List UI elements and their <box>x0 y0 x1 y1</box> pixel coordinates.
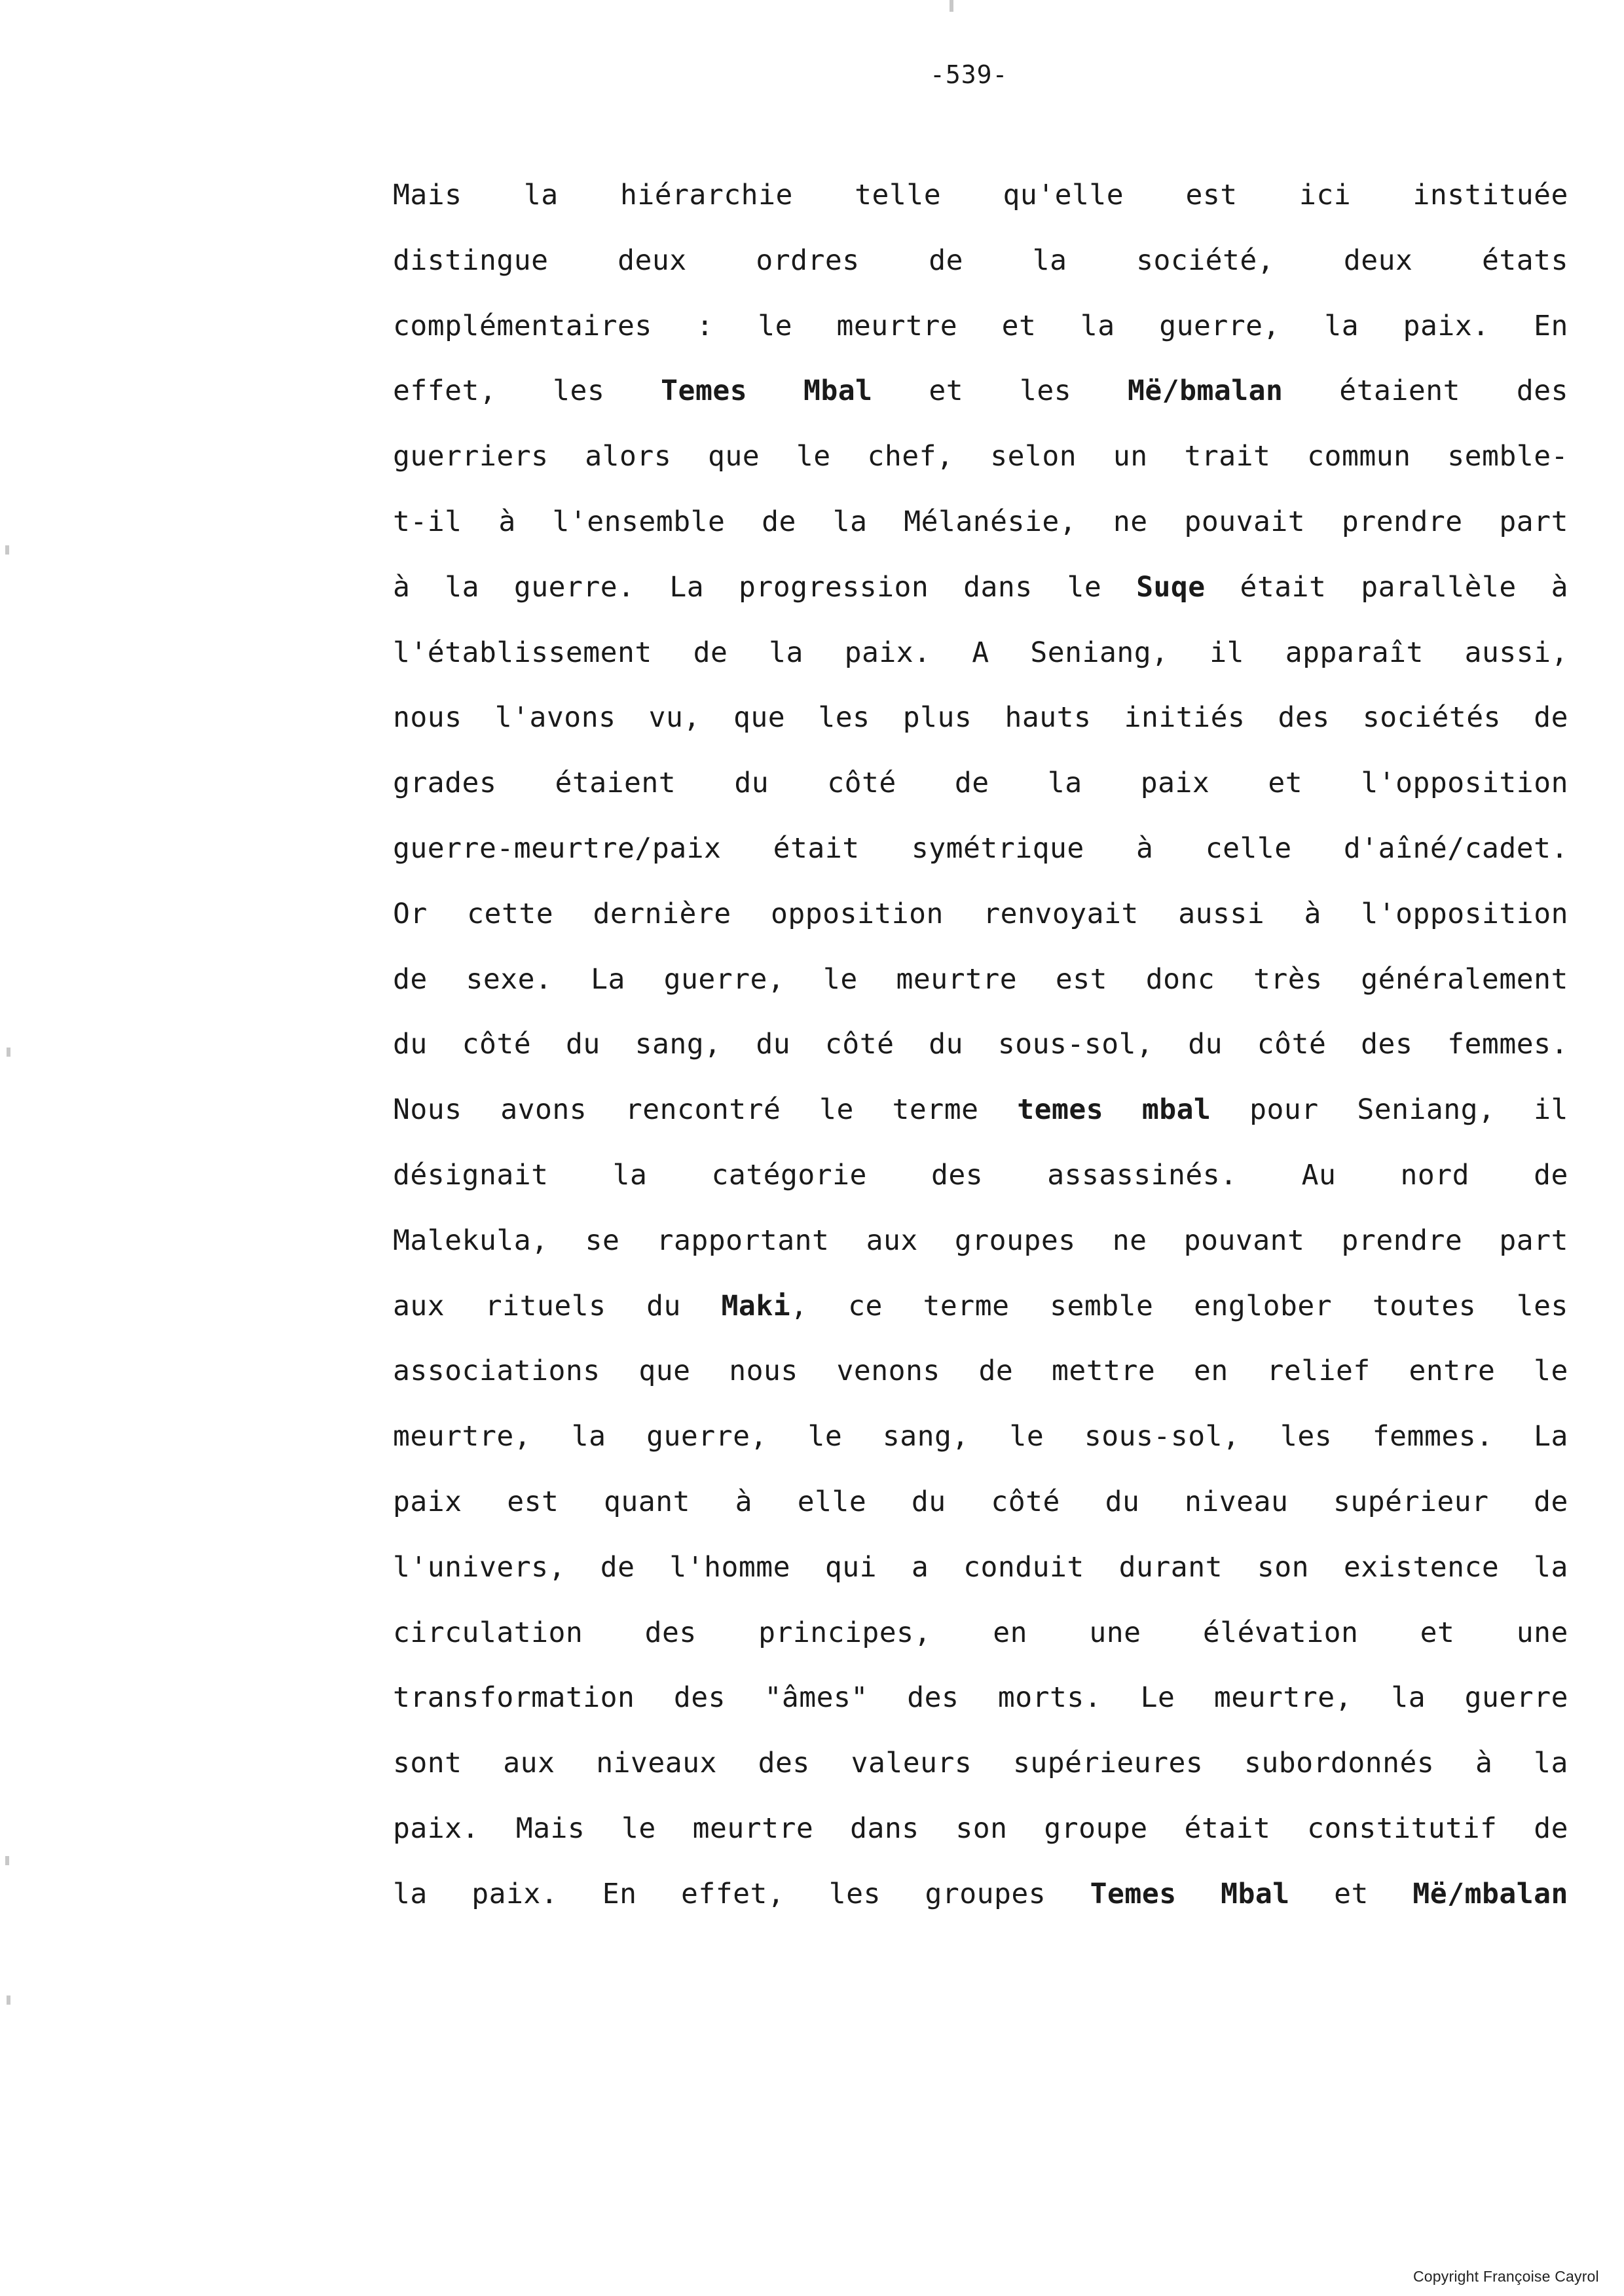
text-line <box>393 763 1568 829</box>
text-line <box>393 960 1568 1025</box>
word: hiérarchie <box>619 179 793 211</box>
word: du <box>1105 1485 1140 1518</box>
word: guerre <box>1464 1681 1568 1715</box>
word: paix. <box>393 1812 479 1845</box>
text-line <box>393 1286 1568 1352</box>
word: de <box>954 767 989 800</box>
word: la <box>571 1420 606 1453</box>
word: que <box>733 701 786 735</box>
text-line <box>393 306 1568 372</box>
word: à <box>1136 831 1154 865</box>
scan-artifact <box>7 1048 10 1057</box>
word: sous-sol, <box>997 1028 1154 1061</box>
word: paix <box>393 1485 462 1518</box>
word: Or <box>393 897 428 930</box>
word: transformation <box>393 1681 635 1715</box>
word: le <box>1009 1420 1044 1453</box>
word: guerre, <box>663 962 785 996</box>
word: la <box>832 505 868 538</box>
text-line <box>393 1156 1568 1221</box>
word: englober <box>1194 1289 1333 1322</box>
word: instituée <box>1412 179 1568 211</box>
word: et <box>1420 1616 1455 1649</box>
word: l'homme <box>669 1550 791 1584</box>
word: telle <box>855 179 942 211</box>
word: circulation <box>393 1616 583 1649</box>
word: est <box>507 1485 559 1518</box>
word: terme <box>892 1093 979 1127</box>
word: prendre <box>1341 1224 1463 1257</box>
word: il <box>1534 1093 1568 1127</box>
word: désignait <box>393 1158 549 1192</box>
scan-artifact <box>5 1856 9 1865</box>
word: Au <box>1301 1158 1337 1192</box>
word: le <box>819 1093 854 1127</box>
word: l'opposition <box>1361 767 1568 800</box>
word: qui <box>824 1550 877 1584</box>
word: morts. <box>997 1681 1102 1715</box>
word: la <box>1080 309 1115 342</box>
word: constitutif <box>1307 1812 1498 1845</box>
word: côté <box>827 767 896 800</box>
word: donc <box>1145 962 1215 996</box>
word: a <box>911 1550 929 1584</box>
word: très <box>1253 962 1323 996</box>
word: Maki, <box>721 1289 808 1322</box>
word: ne <box>1112 1224 1147 1257</box>
word: ne <box>1113 505 1148 538</box>
word: le <box>807 1420 843 1453</box>
word: et <box>1001 309 1037 342</box>
word: chef, <box>867 440 954 473</box>
word: du <box>646 1289 681 1322</box>
text-line <box>393 1351 1568 1417</box>
word: le <box>1067 570 1102 604</box>
word: meurtre <box>692 1812 814 1845</box>
word: paix. <box>844 636 931 669</box>
word: guerre, <box>1159 309 1280 342</box>
word: trait <box>1184 440 1271 473</box>
word: une <box>1516 1616 1568 1649</box>
word: se <box>585 1224 620 1257</box>
word: son <box>1257 1550 1309 1584</box>
word: du <box>565 1028 600 1061</box>
text-line <box>393 1482 1568 1548</box>
text-line <box>393 1025 1568 1090</box>
word: aux <box>393 1289 445 1322</box>
word: pouvait <box>1184 505 1306 538</box>
word: ici <box>1299 179 1352 211</box>
word: à <box>1475 1747 1493 1780</box>
word: groupe <box>1044 1812 1148 1845</box>
word: la <box>1534 1747 1568 1780</box>
word: est <box>1055 962 1108 996</box>
word: sous-sol, <box>1084 1420 1240 1453</box>
word: côté <box>991 1485 1060 1518</box>
word: il <box>1209 636 1245 669</box>
word: groupes <box>925 1877 1046 1910</box>
word: dans <box>850 1812 919 1845</box>
word: de <box>978 1355 1014 1388</box>
text-line <box>393 1809 1568 1874</box>
word: paix <box>1140 767 1210 800</box>
word: à <box>1551 570 1568 604</box>
word: renvoyait <box>983 897 1139 930</box>
body-text <box>393 175 1568 1940</box>
word: niveau <box>1185 1485 1289 1518</box>
word: symétrique <box>911 831 1084 865</box>
word: de <box>1534 1812 1568 1845</box>
word: guerre. <box>513 570 635 604</box>
word: relief <box>1266 1355 1371 1388</box>
word: La <box>591 962 625 996</box>
word: que <box>707 440 760 473</box>
word: vu, <box>648 701 701 735</box>
word: qu'elle <box>1003 179 1124 211</box>
word: semble- <box>1447 440 1568 473</box>
word: Mélanésie, <box>904 505 1077 538</box>
word: en <box>993 1616 1028 1649</box>
word: à <box>1304 897 1321 930</box>
word: meurtre <box>896 962 1018 996</box>
text-line <box>393 1613 1568 1679</box>
word: femmes. <box>1372 1420 1494 1453</box>
word: Seniang, <box>1357 1093 1496 1127</box>
word: pour <box>1249 1093 1319 1127</box>
text-line <box>393 371 1568 437</box>
word: avons <box>500 1093 587 1127</box>
word: Nous <box>393 1093 462 1127</box>
word: ordres <box>756 244 860 277</box>
word: l'ensemble <box>552 505 726 538</box>
word: des <box>1278 701 1330 735</box>
word: cette <box>467 897 554 930</box>
scan-artifact <box>7 1995 10 2005</box>
word: supérieures <box>1013 1747 1204 1780</box>
word: du <box>734 767 769 800</box>
word: nord <box>1400 1158 1470 1192</box>
word: des <box>758 1747 810 1780</box>
word: du <box>756 1028 791 1061</box>
word: Seniang, <box>1030 636 1169 669</box>
word: entre <box>1409 1355 1496 1388</box>
word: était <box>773 831 860 865</box>
word: les <box>1280 1420 1333 1453</box>
word: mettre <box>1051 1355 1156 1388</box>
word: subordonnés <box>1244 1747 1435 1780</box>
word: de <box>1534 1158 1568 1192</box>
word: l'univers, <box>393 1550 566 1584</box>
text-line <box>393 829 1568 894</box>
word: guerriers <box>393 440 549 473</box>
word: part <box>1499 1224 1568 1257</box>
word: des <box>1516 374 1568 408</box>
scan-artifact <box>950 0 953 12</box>
word: le <box>758 309 792 342</box>
word: initiés <box>1124 701 1246 735</box>
word: supérieur <box>1333 1485 1489 1518</box>
word: effet, <box>393 374 497 408</box>
word: généralement <box>1361 962 1568 996</box>
word: apparaît <box>1285 636 1424 669</box>
copyright-notice: Copyright Françoise Cayrol <box>1413 2268 1599 2285</box>
text-line <box>393 633 1568 699</box>
word: les <box>553 374 605 408</box>
word: du <box>1188 1028 1223 1061</box>
word: A <box>972 636 989 669</box>
word: Le <box>1140 1681 1175 1715</box>
word: rituels <box>485 1289 606 1322</box>
word: à <box>735 1485 753 1518</box>
word: Temes <box>661 374 748 408</box>
word: des <box>931 1158 984 1192</box>
text-line <box>393 1090 1568 1156</box>
word: dernière <box>593 897 731 930</box>
word: du <box>393 1028 428 1061</box>
word: sang, <box>882 1420 969 1453</box>
word: complémentaires <box>393 309 652 342</box>
word: le <box>621 1812 656 1845</box>
word: le <box>796 440 831 473</box>
word: la <box>612 1158 648 1192</box>
word: des <box>907 1681 959 1715</box>
word: les <box>1019 374 1072 408</box>
word: étaient <box>555 767 676 800</box>
word: de <box>1534 1485 1568 1518</box>
word: de <box>929 244 964 277</box>
word: son <box>955 1812 1008 1845</box>
text-line <box>393 1417 1568 1482</box>
word: plus <box>902 701 972 735</box>
word: : <box>696 309 714 342</box>
word: côté <box>824 1028 895 1061</box>
word: la <box>1032 244 1067 277</box>
word: paix. <box>471 1877 559 1910</box>
word: de <box>600 1550 635 1584</box>
word: elle <box>797 1485 867 1518</box>
word: Suqe <box>1136 570 1206 604</box>
word: l'opposition <box>1361 897 1568 930</box>
word: t-il <box>393 505 462 538</box>
word: des <box>673 1681 726 1715</box>
word: sociétés <box>1362 701 1501 735</box>
word: catégorie <box>711 1158 867 1192</box>
word: Mais <box>393 179 462 211</box>
word: opposition <box>771 897 944 930</box>
word: la <box>445 570 479 604</box>
word: La <box>669 570 705 604</box>
word: à <box>393 570 411 604</box>
word: le <box>1534 1355 1568 1388</box>
word: Mbal <box>803 374 873 408</box>
word: pouvant <box>1183 1224 1305 1257</box>
word: temes <box>1017 1093 1104 1127</box>
word: du <box>929 1028 964 1061</box>
word: existence <box>1343 1550 1500 1584</box>
word: l'établissement <box>393 636 652 669</box>
word: Më/mbalan <box>1412 1877 1568 1910</box>
word: guerre, <box>646 1420 767 1453</box>
text-line <box>393 502 1568 568</box>
text-line <box>393 1743 1568 1809</box>
word: semble <box>1050 1289 1154 1322</box>
text-line <box>393 1221 1568 1286</box>
word: selon <box>990 440 1077 473</box>
word: la <box>523 179 559 211</box>
word: Mbal <box>1221 1877 1290 1910</box>
word: d'aîné/cadet. <box>1343 831 1568 865</box>
word: la <box>1324 309 1359 342</box>
word: une <box>1089 1616 1141 1649</box>
word: étaient <box>1339 374 1460 408</box>
word: meurtre, <box>1213 1681 1352 1715</box>
word: rapportant <box>656 1224 830 1257</box>
word: élévation <box>1202 1616 1359 1649</box>
word: nous <box>393 701 462 735</box>
word: commun <box>1307 440 1411 473</box>
word: prendre <box>1341 505 1463 538</box>
word: en <box>1194 1355 1228 1388</box>
word: et <box>1334 1877 1369 1910</box>
word: que <box>638 1355 691 1388</box>
word: alors <box>585 440 672 473</box>
word: de <box>762 505 796 538</box>
text-line <box>393 437 1568 502</box>
word: grades <box>393 767 497 800</box>
word: côté <box>1257 1028 1327 1061</box>
word: distingue <box>393 244 549 277</box>
word: ce <box>848 1289 883 1322</box>
text-line <box>393 175 1568 241</box>
word: En <box>602 1877 637 1910</box>
word: groupes <box>954 1224 1076 1257</box>
word: du <box>911 1485 946 1518</box>
word: le <box>822 962 858 996</box>
word: mbal <box>1141 1093 1211 1127</box>
word: Temes <box>1090 1877 1177 1910</box>
word: toutes <box>1372 1289 1477 1322</box>
text-line <box>393 1678 1568 1743</box>
word: parallèle <box>1361 570 1517 604</box>
word: part <box>1499 505 1568 538</box>
word: La <box>1534 1420 1568 1453</box>
word: valeurs <box>851 1747 972 1780</box>
word: assassinés. <box>1047 1158 1238 1192</box>
word: effet, <box>680 1877 785 1910</box>
word: était <box>1184 1812 1271 1845</box>
text-line <box>393 241 1568 306</box>
word: sont <box>393 1747 462 1780</box>
word: sexe. <box>466 962 553 996</box>
word: états <box>1482 244 1568 277</box>
word: des <box>1361 1028 1413 1061</box>
word: la <box>1534 1550 1568 1584</box>
word: Malekula, <box>393 1224 549 1257</box>
word: la <box>769 636 803 669</box>
text-line <box>393 1874 1568 1940</box>
word: venons <box>836 1355 940 1388</box>
word: En <box>1534 309 1568 342</box>
word: aux <box>866 1224 918 1257</box>
scan-artifact <box>5 545 9 555</box>
text-line <box>393 894 1568 960</box>
word: deux <box>618 244 687 277</box>
word: était <box>1240 570 1327 604</box>
word: meurtre, <box>393 1420 532 1453</box>
text-line <box>393 1548 1568 1613</box>
word: guerre-meurtre/paix <box>393 831 722 865</box>
word: sang, <box>635 1028 722 1061</box>
word: aux <box>503 1747 555 1780</box>
word: nous <box>729 1355 798 1388</box>
word: meurtre <box>836 309 958 342</box>
word: et <box>1268 767 1303 800</box>
word: celle <box>1205 831 1292 865</box>
word: de <box>1534 701 1568 735</box>
word: aussi <box>1178 897 1265 930</box>
word: niveaux <box>596 1747 717 1780</box>
word: rencontré <box>625 1093 781 1127</box>
word: la <box>393 1877 428 1910</box>
word: associations <box>393 1355 600 1388</box>
word: conduit <box>963 1550 1084 1584</box>
word: Më/bmalan <box>1127 374 1283 408</box>
word: les <box>828 1877 881 1910</box>
word: dans <box>963 570 1033 604</box>
word: est <box>1185 179 1238 211</box>
word: principes, <box>758 1616 931 1649</box>
word: durant <box>1118 1550 1223 1584</box>
word: de <box>693 636 728 669</box>
word: quant <box>604 1485 690 1518</box>
word: "âmes" <box>764 1681 868 1715</box>
word: aussi, <box>1464 636 1568 669</box>
word: progression <box>738 570 929 604</box>
text-line <box>393 698 1568 763</box>
word: les <box>1516 1289 1568 1322</box>
word: la <box>1047 767 1082 800</box>
word: les <box>818 701 870 735</box>
word: des <box>644 1616 697 1649</box>
page-number: -539- <box>930 60 1008 89</box>
word: l'avons <box>494 701 616 735</box>
word: femmes. <box>1447 1028 1568 1061</box>
word: paix. <box>1403 309 1490 342</box>
word: Mais <box>515 1812 585 1845</box>
word: terme <box>923 1289 1010 1322</box>
word: côté <box>462 1028 532 1061</box>
word: hauts <box>1005 701 1092 735</box>
word: deux <box>1343 244 1413 277</box>
word: la <box>1391 1681 1426 1715</box>
word: un <box>1113 440 1148 473</box>
word: société, <box>1136 244 1275 277</box>
word: à <box>498 505 516 538</box>
text-line <box>393 568 1568 633</box>
word: de <box>393 962 428 996</box>
word: et <box>929 374 964 408</box>
